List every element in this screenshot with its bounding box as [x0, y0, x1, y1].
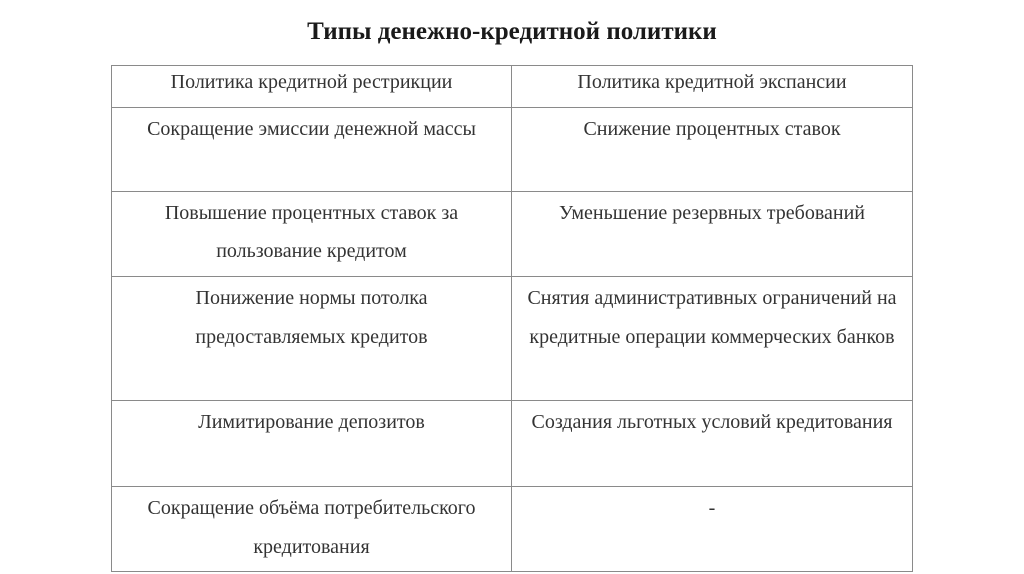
table-row [112, 192, 913, 277]
policy-types-table [111, 65, 913, 572]
table-cell: Лимитирование депозитов [112, 401, 512, 487]
table-cell: Сокращение эмиссии денежной массы [112, 108, 512, 192]
table-cell: Сокращение объёма потребительского кредитования [112, 487, 512, 572]
table-cell: Понижение нормы потолка предоставляемых кредитов [112, 277, 512, 401]
table-cell: Уменьшение резервных требований [512, 192, 913, 277]
table-row [112, 487, 913, 572]
table-cell: Создания льготных условий кредитования [512, 401, 913, 487]
table-header-row [112, 66, 913, 108]
table-row [112, 277, 913, 401]
header-cell-expansion: Политика кредитной экспансии [512, 66, 913, 108]
table-cell: Снятия административных ограничений на кредитные операции коммерческих банков [512, 277, 913, 401]
table-cell: Снижение процентных ставок [512, 108, 913, 192]
table-cell: Повышение процентных ставок за пользование кредитом [112, 192, 512, 277]
page-title: Типы денежно-кредитной политики [307, 18, 717, 45]
table-row [112, 108, 913, 192]
header-cell-restriction: Политика кредитной рестрикции [112, 66, 512, 108]
table-cell: - [512, 487, 913, 572]
table-row [112, 401, 913, 487]
